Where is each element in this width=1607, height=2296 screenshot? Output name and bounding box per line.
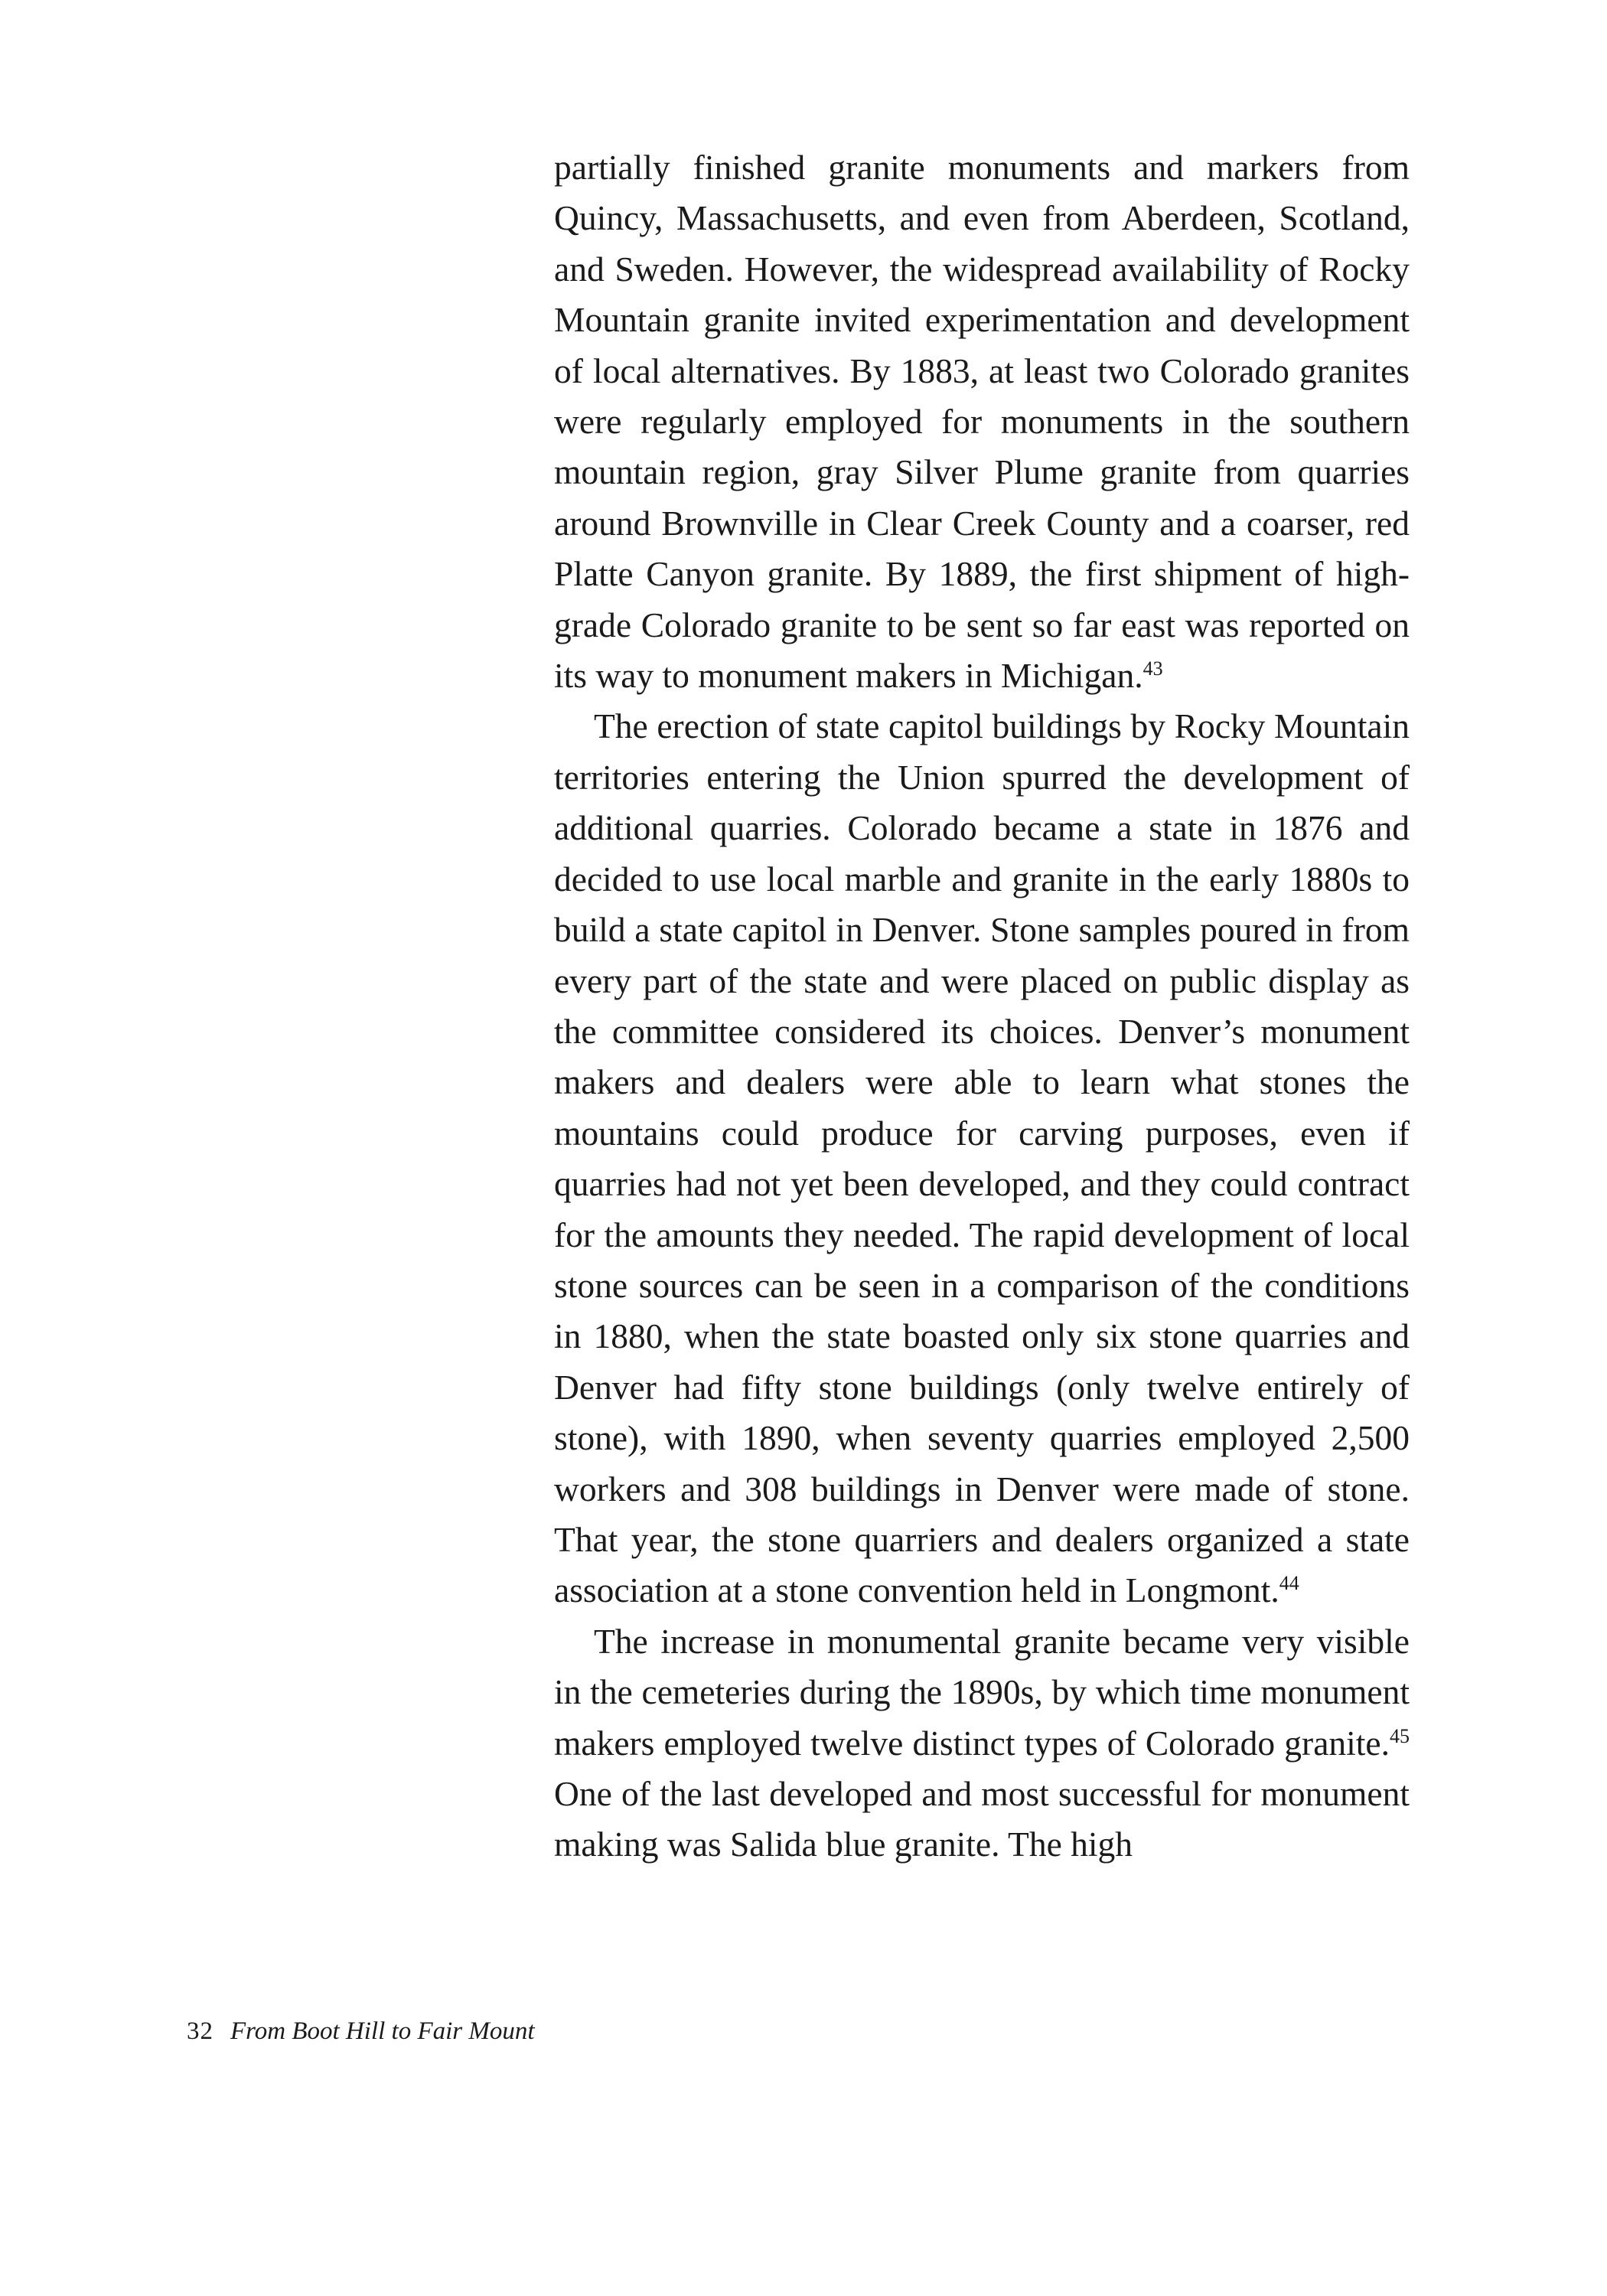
paragraph-text: partially finished granite monuments and markers from Quincy, Massachusetts, and even from Aberdeen, Scotland, and Sweden. However, the widespread availability of Rocky Mountain granite invited experimentation and development of local alternatives. By 1883, at least two Colorado granites were regularly employed for monuments in the southern mountain region, gray Silver Plume granite from quarries around Brownville in Clear Creek County and a coarser, red Platte Canyon granite. By 1889, the first shipment of high-grade Colorado granite to be sent so far east was reported on its way to monument makers in Michigan.	[554, 148, 1410, 696]
body-text	[554, 142, 1410, 1870]
footnote-marker: 44	[1279, 1572, 1299, 1595]
paragraph-text: One of the last developed and most successful for monument making was Salida blue granite. The high	[554, 1774, 1410, 1864]
page-number: 32	[187, 2017, 214, 2045]
paragraph-text: The increase in monumental granite became very visible in the cemeteries during the 1890s, by which time monument makers employed twelve distinct types of Colorado granite.	[554, 1621, 1410, 1763]
page-footer	[187, 2016, 535, 2047]
footnote-marker: 43	[1143, 657, 1163, 680]
paragraph-text: The erection of state capitol buildings by Rocky Mountain territories entering the Union spurred the development of additional quarries. Colorado became a state in 1876 and decided to use local marble and granite in the early 1880s to build a state capitol in Denver. Stone samples poured in from every part of the state and were placed on public display as the committee considered its choices. Denver’s monument makers and dealers were able to learn what stones the mountains could produce for carving purposes, even if quarries had not yet been developed, and they could contract for the amounts they needed. The rapid development of local stone sources can be seen in a comparison of the conditions in 1880, when the state boasted only six stone quarries and Denver had fifty stone buildings (only twelve entirely of stone), with 1890, when seventy quarries employed 2,500 workers and 308 buildings in Denver were made of stone. That year, the stone quarriers and dealers organized a state association at a stone convention held in Longmont.	[554, 706, 1410, 1610]
running-title: From Boot Hill to Fair Mount	[230, 2017, 535, 2045]
paragraph-2	[554, 701, 1410, 1616]
paragraph-3	[554, 1616, 1410, 1870]
paragraph-1	[554, 142, 1410, 701]
footnote-marker: 45	[1390, 1724, 1410, 1747]
